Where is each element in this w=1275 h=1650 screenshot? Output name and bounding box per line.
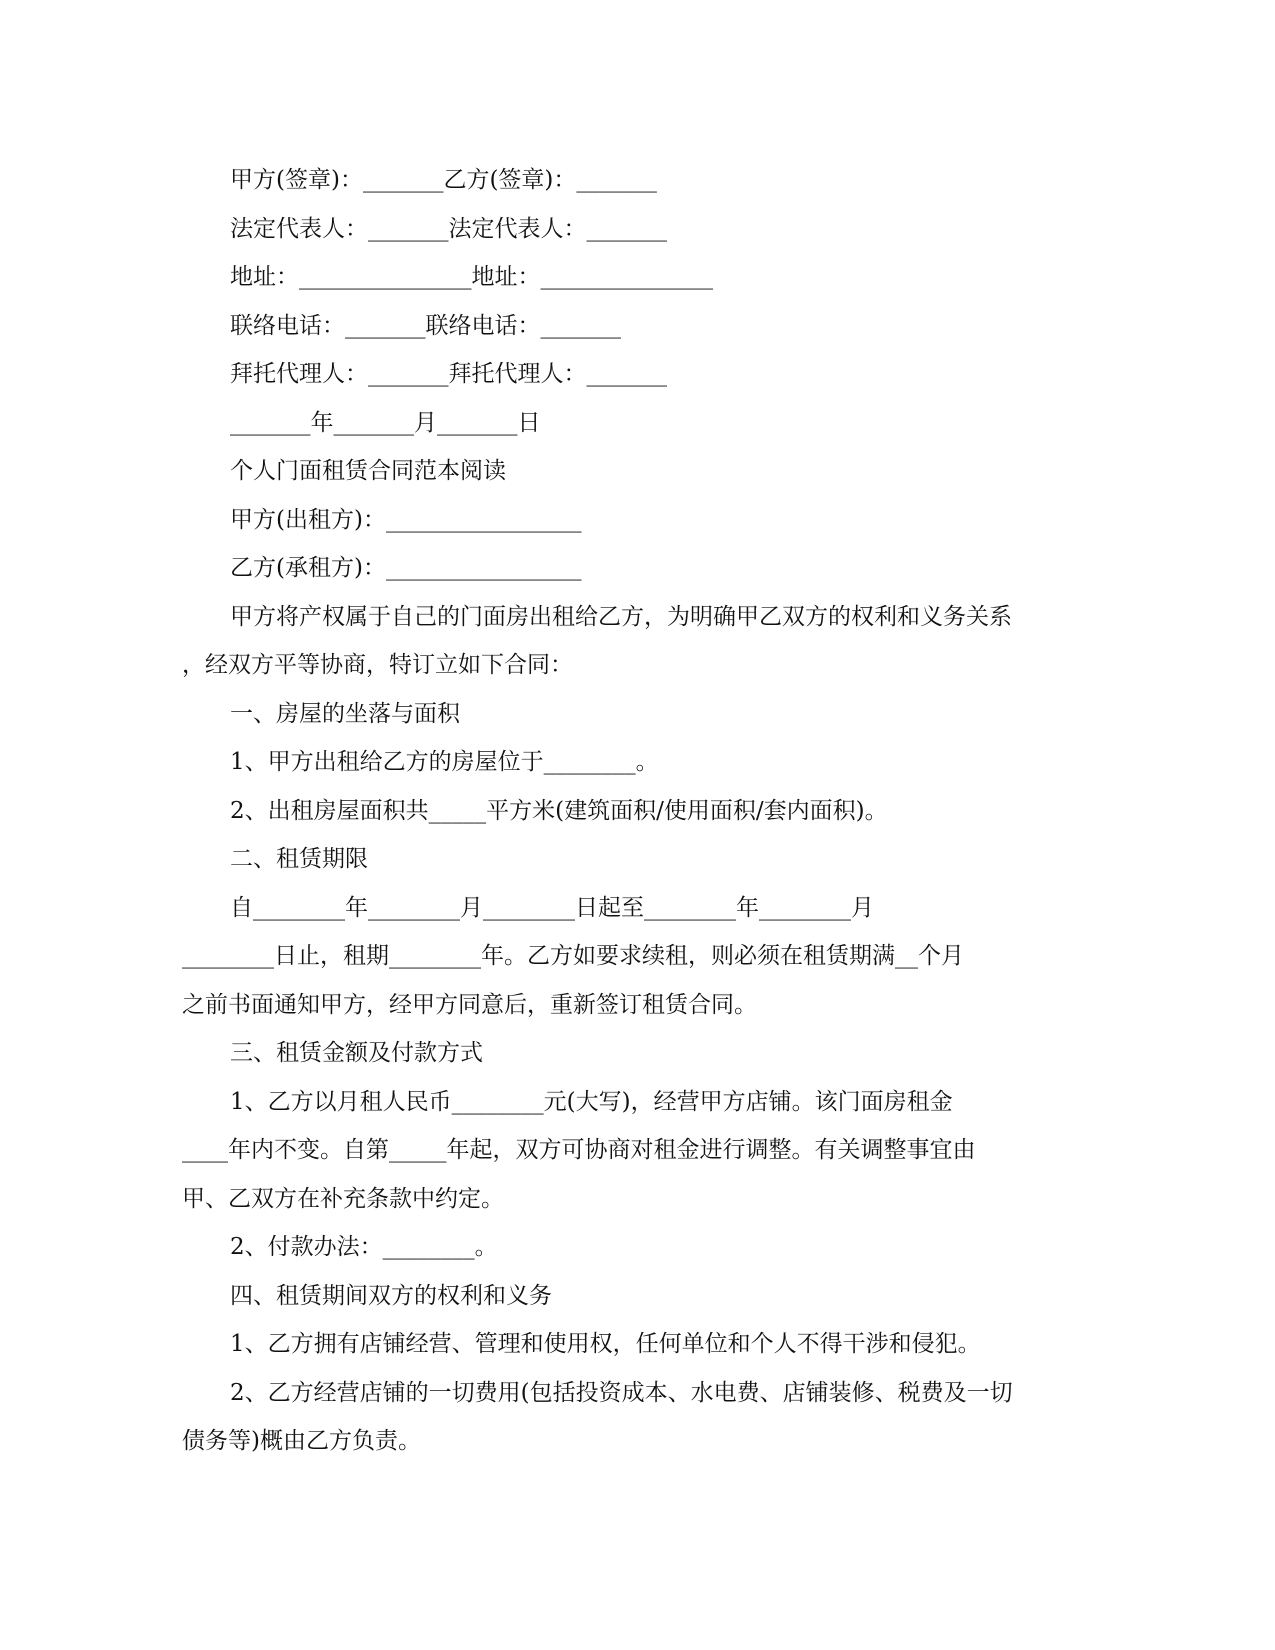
section-heading: 二、租赁期限 (230, 846, 368, 872)
preamble-line: 甲方将产权属于自己的门面房出租给乙方，为明确甲乙双方的权利和义务关系 (230, 603, 1012, 630)
clause-line: 2、付款办法：________。 (230, 1234, 498, 1260)
clause-line: 自________年________月________日起至________年________月 (230, 894, 874, 921)
clause-line: 甲、乙双方在补充条款中约定。 (182, 1185, 504, 1212)
document-title: 个人门面租赁合同范本阅读 (230, 458, 506, 484)
clause-line: 2、乙方经营店铺的一切费用(包括投资成本、水电费、店铺装修、税费及一切 (230, 1379, 1013, 1406)
document-body (182, 156, 1090, 1466)
clause-line: ____年内不变。自第_____年起，双方可协商对租金进行调整。有关调整事宜由 (182, 1137, 976, 1163)
clause-line: 1、乙方拥有店铺经营、管理和使用权，任何单位和个人不得干涉和侵犯。 (230, 1331, 981, 1357)
clause-line: 债务等)概由乙方负责。 (182, 1428, 421, 1454)
lessee-line: 乙方(承租方)：_________________ (230, 555, 582, 581)
contact-phone-line: 联络电话：_______联络电话：_______ (230, 312, 621, 339)
clause-line: 2、出租房屋面积共_____平方米(建筑面积/使用面积/套内面积)。 (230, 797, 888, 824)
address-line: 地址：_______________地址：_______________ (230, 264, 713, 290)
legal-representative-line: 法定代表人：_______法定代表人：_______ (230, 215, 667, 242)
clause-line: 1、甲方出租给乙方的房屋位于________。 (230, 749, 659, 775)
lessor-line: 甲方(出租方)：_________________ (230, 506, 582, 533)
clause-line: ________日止，租期________年。乙方如要求续租，则必须在租赁期满__个月 (182, 943, 964, 969)
clause-line: 之前书面通知甲方，经甲方同意后，重新签订租赁合同。 (182, 991, 757, 1018)
date-line: _______年_______月_______日 (230, 409, 541, 436)
clause-line: 1、乙方以月租人民币________元(大写)，经营甲方店铺。该门面房租金 (230, 1088, 953, 1115)
section-heading: 三、租赁金额及付款方式 (230, 1040, 483, 1066)
agent-line: 拜托代理人：_______拜托代理人：_______ (230, 361, 667, 387)
preamble-line: ，经双方平等协商，特订立如下合同： (182, 652, 573, 678)
section-heading: 一、房屋的坐落与面积 (230, 700, 460, 727)
signature-line-party-a-b: 甲方(签章)：_______乙方(签章)：_______ (230, 167, 657, 193)
section-heading: 四、租赁期间双方的权利和义务 (230, 1282, 552, 1309)
